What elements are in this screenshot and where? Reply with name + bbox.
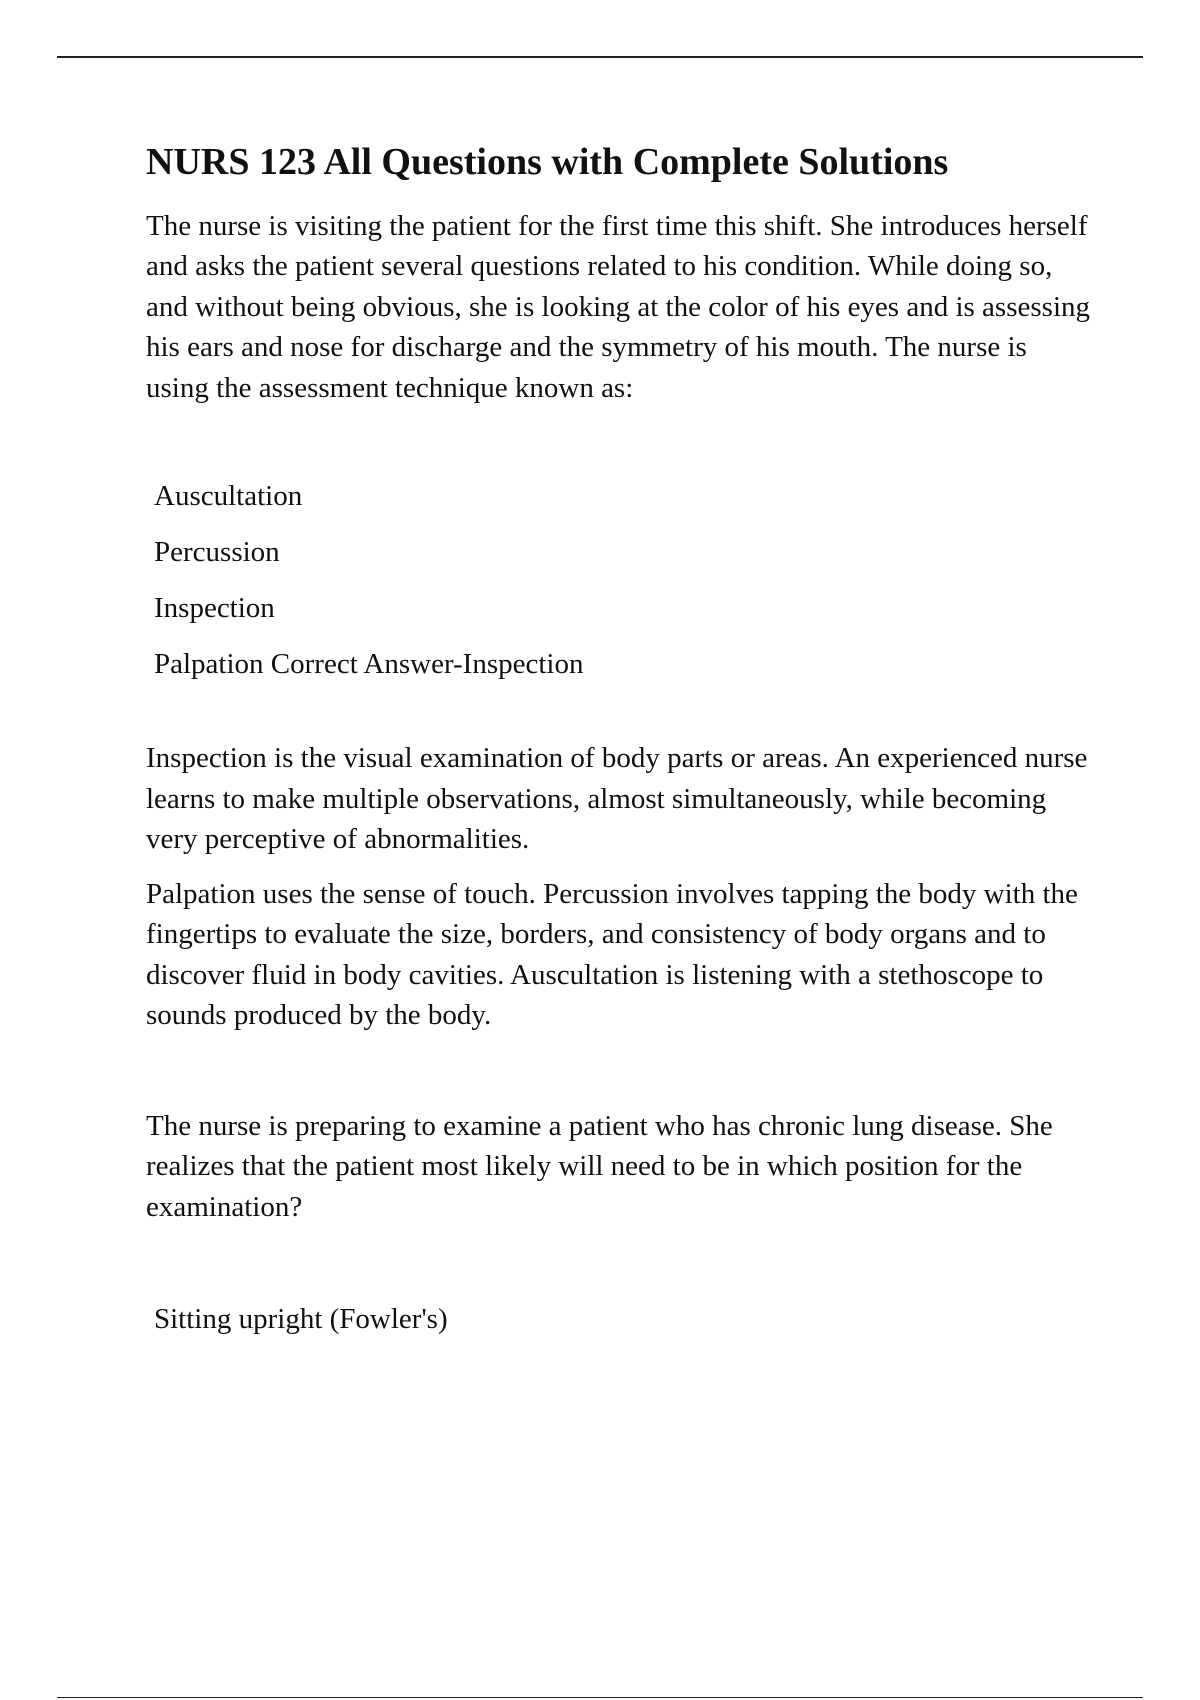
question-1-option: Auscultation [154, 480, 303, 513]
top-rule [57, 56, 1143, 58]
question-1-text: The nurse is visiting the patient for the first time this shift. She introduces herself and asks the patient several questions related to his condition. While doing so, and without being obvious, she is looking at the color of his eyes and is assessing his ears and nose for discharge and the symmetry of his mouth. The nurse is using the assessment technique known as: [146, 209, 1091, 404]
question-1-explanation-1: Inspection is the visual examination of body parts or areas. An experienced nurse learns to make multiple observations, almost simultaneously, while becoming very perceptive of abnormalities. [146, 742, 1088, 856]
question-1-option-answer: Palpation Correct Answer-Inspection [154, 648, 584, 681]
question-1-option: Percussion [154, 536, 280, 569]
bottom-rule [57, 1697, 1143, 1698]
question-2-options [146, 1299, 1096, 1339]
document-title: NURS 123 All Questions with Complete Solutions [146, 141, 949, 183]
question-1-options [146, 476, 1096, 684]
question-2-option: Sitting upright (Fowler's) [154, 1303, 448, 1336]
question-1-option: Inspection [154, 592, 275, 625]
page-content [146, 140, 1096, 1355]
question-1-explanation-2: Palpation uses the sense of touch. Percussion involves tapping the body with the fingertips to evaluate the size, borders, and consistency of body organs and to discover fluid in body cavities. Auscultation is listening with a stethoscope to sounds produced by the body. [146, 877, 1078, 1032]
question-2-text: The nurse is preparing to examine a patient who has chronic lung disease. She realizes that the patient most likely will need to be in which position for the examination? [146, 1109, 1053, 1223]
